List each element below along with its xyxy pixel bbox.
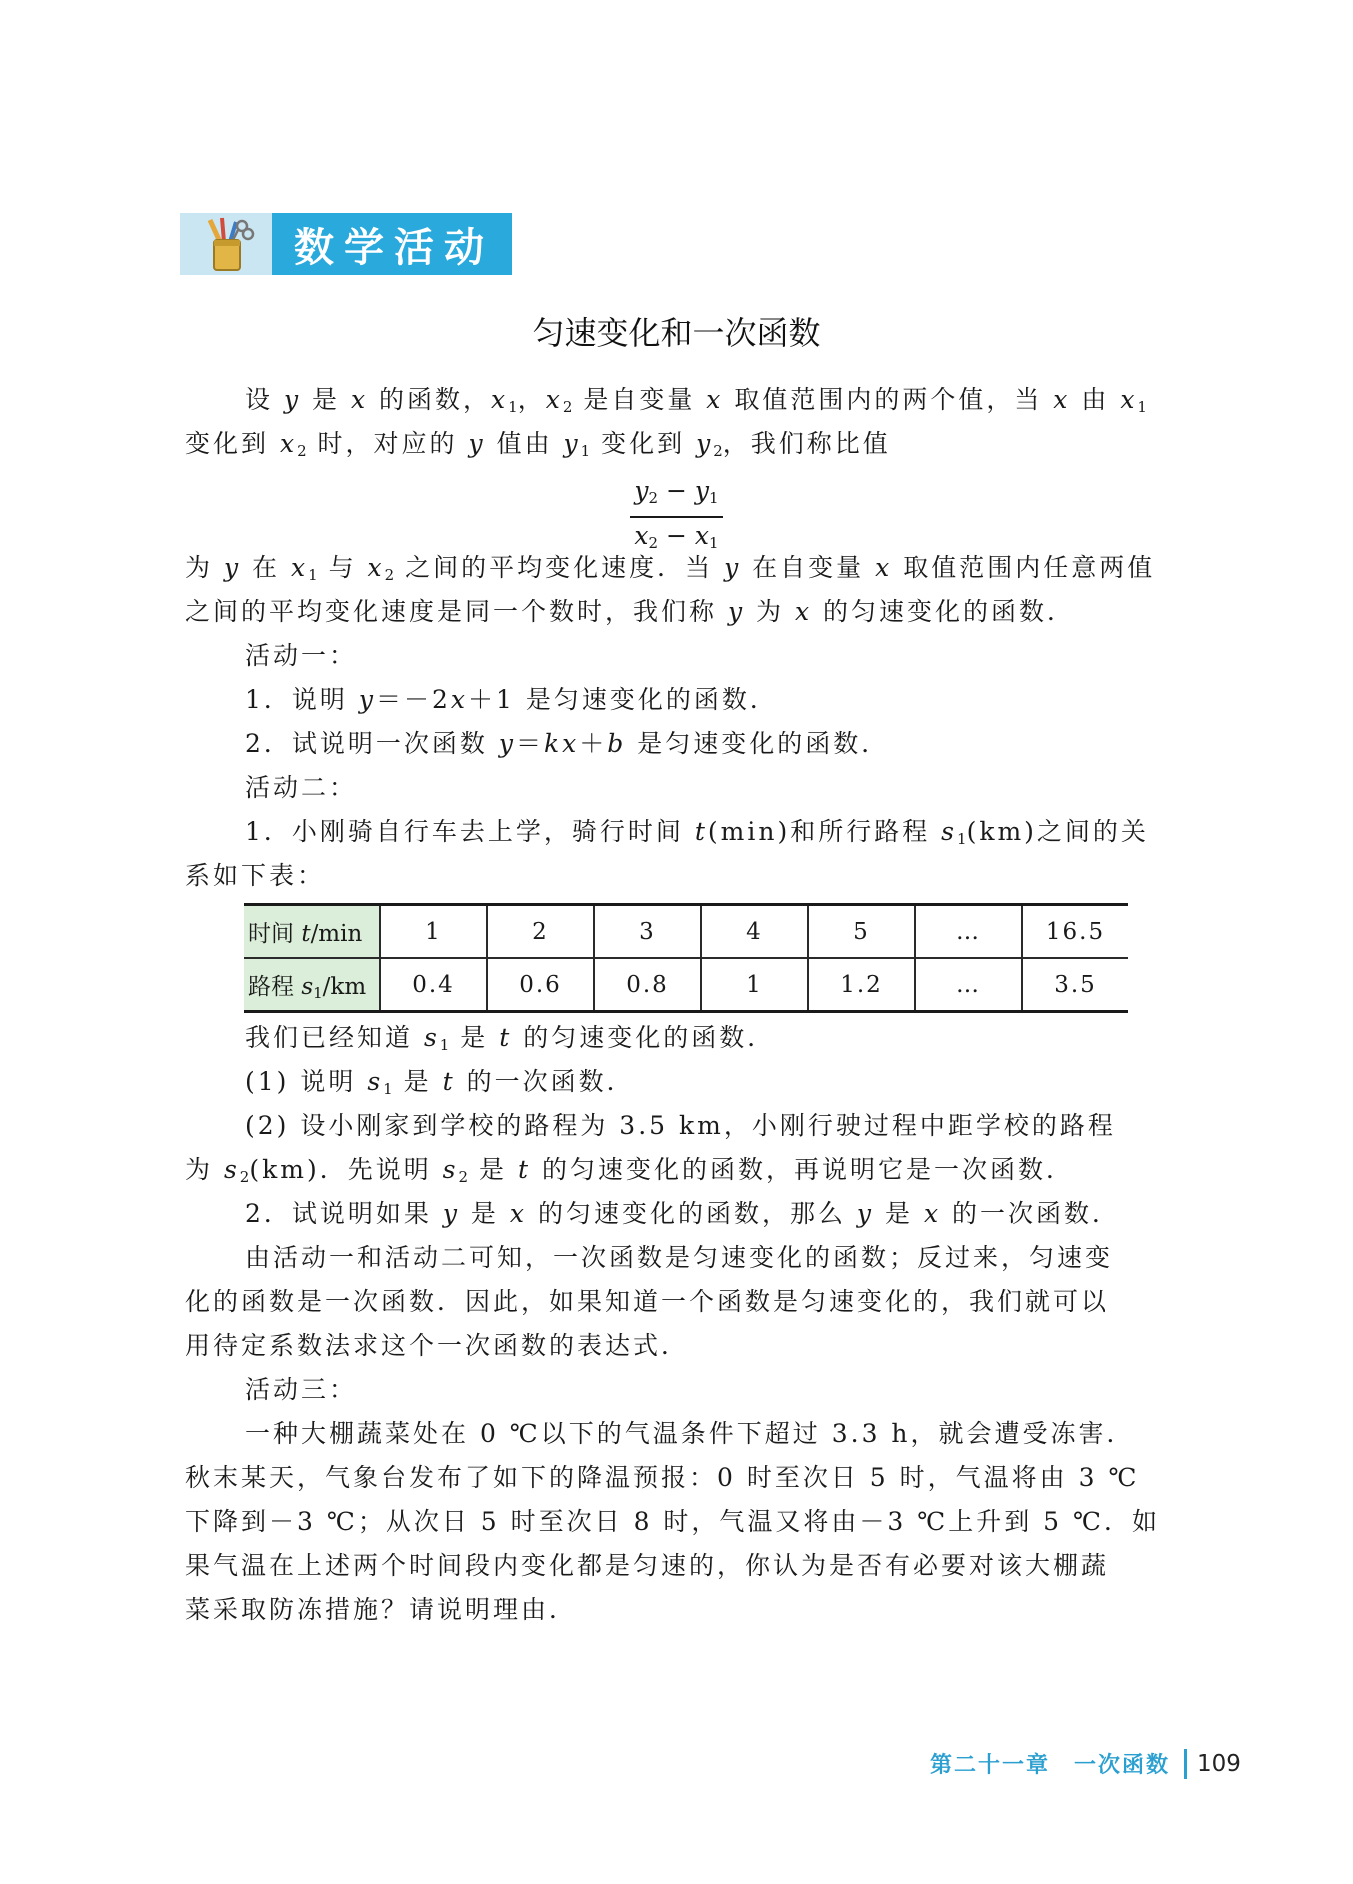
row-header-distance: 路程 $s_1/km$	[244, 958, 380, 1012]
activity-3-line-1: 一种大棚蔬菜处在 0 ℃以下的气温条件下超过 3.3 h，就会遭受冻害．	[245, 1419, 1135, 1448]
conclusion-line-1: 由活动一和活动二可知，一次函数是匀速变化的函数；反过来，匀速变	[245, 1243, 1114, 1272]
section-title: 匀速变化和一次函数	[532, 314, 821, 352]
table-cell: 1.2	[808, 958, 915, 1012]
table-cell: 1	[701, 958, 808, 1012]
table-cell: 0.4	[380, 958, 487, 1012]
activity-3-line-5: 菜采取防冻措施？请说明理由．	[185, 1595, 578, 1624]
time-distance-table	[244, 903, 1128, 1013]
intro-line-1: 设 y 是 x 的函数，$x_1$，$x_2$ 是自变量 x 取值范围内的两个值，当 x 由 $x_1$	[245, 385, 1147, 416]
question-2: (2) 设小刚家到学校的路程为 3.5 km，小刚行驶过程中距学校的路程	[245, 1111, 1116, 1140]
activity-3-label: 活动三：	[245, 1375, 358, 1404]
activity-1-item-1: 1．说明 y＝－2x＋1 是匀速变化的函数．	[245, 685, 778, 714]
table-row	[244, 905, 1128, 959]
conclusion-line-2: 化的函数是一次函数．因此，如果知道一个函数是匀速变化的，我们就可以	[185, 1287, 1110, 1316]
table-cell: 16.5	[1022, 905, 1128, 959]
activity-3-line-3: 下降到－3 ℃；从次日 5 时至次日 8 时，气温又将由－3 ℃上升到 5 ℃．如	[185, 1507, 1161, 1536]
table-cell: 3	[594, 905, 701, 959]
table-cell: 2	[487, 905, 594, 959]
activity-1-label: 活动一：	[245, 641, 358, 670]
conclusion-line-3: 用待定系数法求这个一次函数的表达式．	[185, 1331, 690, 1360]
footer-chapter: 第二十一章 一次函数	[930, 1753, 1171, 1778]
intro-line-2: 变化到 $x_2$ 时，对应的 y 值由 $y_1$ 变化到 $y_2$，我们称比值	[185, 429, 891, 460]
footer-divider	[1184, 1749, 1187, 1779]
table-cell: 4	[701, 905, 808, 959]
page-footer	[930, 1748, 1241, 1779]
pencil-cup-icon	[180, 213, 272, 275]
question-2-cont: 为 $s_2(km)$．先说明 $s_2$ 是 t 的匀速变化的函数，再说明它是一次函数．	[185, 1155, 1074, 1186]
table-row	[244, 958, 1128, 1012]
page-number: 109	[1197, 1750, 1241, 1777]
intro-line-4: 之间的平均变化速度是同一个数时，我们称 y 为 x 的匀速变化的函数．	[185, 597, 1076, 626]
banner-title: 数学活动	[272, 213, 512, 275]
table-cell: 5	[808, 905, 915, 959]
table-cell: 0.8	[594, 958, 701, 1012]
activity-2-label: 活动二：	[245, 773, 358, 802]
table-cell: 3.5	[1022, 958, 1128, 1012]
intro-line-3: 为 y 在 $x_1$ 与 $x_2$ 之间的平均变化速度．当 y 在自变量 x 取值范围内任意两值	[185, 553, 1156, 584]
fraction-numerator: $y_2 - y_1$	[630, 475, 722, 518]
section-banner	[180, 213, 512, 275]
question-1: (1) 说明 $s_1$ 是 t 的一次函数．	[245, 1067, 635, 1098]
table-cell: 0.6	[487, 958, 594, 1012]
activity-2-item-2: 2．试说明如果 y 是 x 的匀速变化的函数，那么 y 是 x 的一次函数．	[245, 1199, 1120, 1228]
activity-1-item-2: 2．试说明一次函数 y＝kx＋b 是匀速变化的函数．	[245, 729, 890, 758]
activity-3-line-2: 秋末某天，气象台发布了如下的降温预报：0 时至次日 5 时，气温将由 3 ℃	[185, 1463, 1140, 1492]
table-cell: …	[915, 905, 1022, 959]
activity-2-item-1: 1．小刚骑自行车去上学，骑行时间 t(min)和所行路程 $s_1(km)$之间的关	[245, 817, 1149, 848]
known-statement: 我们已经知道 $s_1$ 是 t 的匀速变化的函数．	[245, 1023, 776, 1054]
row-header-time: 时间 t/min	[244, 905, 380, 959]
activity-2-item-1-cont: 系如下表：	[185, 861, 326, 890]
fraction-denominator: $x_2 - x_1$	[634, 521, 719, 552]
activity-3-line-4: 果气温在上述两个时间段内变化都是匀速的，你认为是否有必要对该大棚蔬	[185, 1551, 1110, 1580]
table-cell: …	[915, 958, 1022, 1012]
table-cell: 1	[380, 905, 487, 959]
